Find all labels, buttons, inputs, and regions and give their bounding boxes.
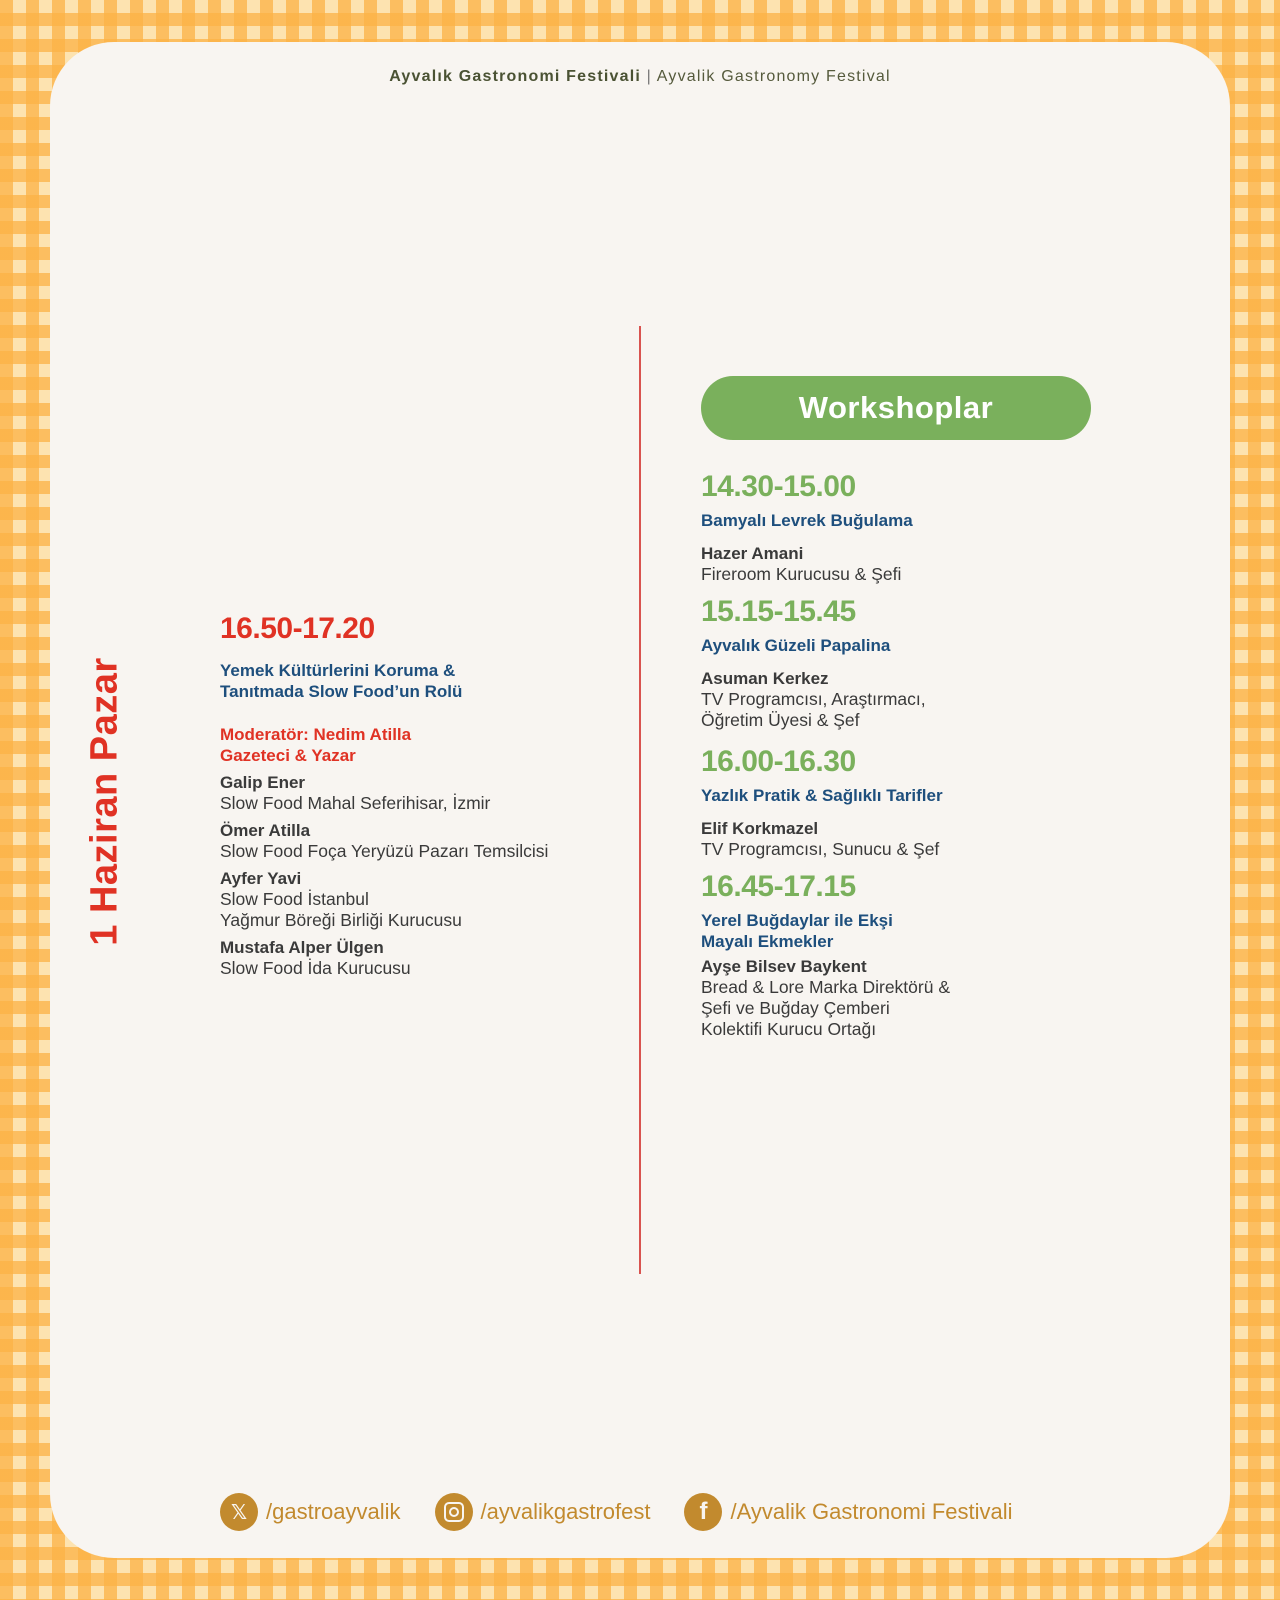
panel-title-line-2: Tanıtmada Slow Food’un Rolü: [220, 682, 463, 701]
speaker-name: Galip Ener: [220, 773, 306, 792]
day-label: 1 Haziran Pazar: [83, 657, 126, 946]
workshop-title-line: Yazlık Pratik & Sağlıklı Tarifler: [701, 786, 943, 805]
social-footer: [220, 1492, 1120, 1532]
festival-header: [50, 68, 1230, 86]
panel-time: 16.50-17.20: [220, 612, 375, 645]
chef-role: Bread & Lore Marka Direktörü &: [701, 977, 950, 997]
header-title-tr: Ayvalık Gastronomi Festivali: [389, 68, 642, 85]
workshop-session-list: [701, 470, 1121, 1040]
facebook-icon: f: [684, 1493, 722, 1531]
speaker-role: Slow Food İstanbul: [220, 889, 369, 909]
header-title-en: Ayvalik Gastronomy Festival: [656, 68, 891, 85]
workshop-title: [701, 510, 1121, 531]
workshop-time: 16.45-17.15: [701, 870, 856, 903]
speaker-role: Slow Food Mahal Seferihisar, İzmir: [220, 793, 491, 813]
workshop-title-line: Mayalı Ekmekler: [701, 932, 834, 951]
chef-role: Kolektifi Kurucu Ortağı: [701, 1019, 877, 1039]
chef-name: Ayşe Bilsev Baykent: [701, 957, 867, 976]
workshop-session: [701, 595, 1121, 731]
chef-name: Hazer Amani: [701, 544, 804, 563]
chef-role: Öğretim Üyesi & Şef: [701, 710, 860, 730]
chef-role: TV Programcısı, Sunucu & Şef: [701, 839, 940, 859]
moderator-line-1: Moderatör: Nedim Atilla: [220, 725, 412, 744]
workshop-title: [701, 635, 1121, 656]
panel-title-line-1: Yemek Kültürlerini Koruma &: [220, 661, 456, 680]
workshop-time: 15.15-15.45: [701, 595, 856, 628]
header-separator: |: [646, 68, 653, 85]
instagram-handle: /ayvalikgastrofest: [480, 1499, 651, 1524]
speaker-role: Yağmur Böreği Birliği Kurucusu: [220, 910, 462, 930]
speaker: [220, 868, 640, 931]
poster-card: [50, 42, 1230, 1558]
workshop-title-line: Ayvalık Güzeli Papalina: [701, 636, 891, 655]
speaker-name: Ömer Atilla: [220, 821, 311, 840]
instagram-icon: [435, 1493, 473, 1531]
workshop-title-line: Bamyalı Levrek Buğulama: [701, 511, 913, 530]
workshops-column: [701, 376, 1121, 1040]
chef-role: Şefi ve Buğday Çemberi: [701, 998, 890, 1018]
moderator-line-2: Gazeteci & Yazar: [220, 746, 356, 765]
workshop-title: [701, 910, 1121, 952]
panel-session: [220, 612, 640, 979]
speaker-role: Slow Food İda Kurucusu: [220, 958, 411, 978]
speaker-name: Mustafa Alper Ülgen: [220, 938, 384, 957]
chef-role: Fireroom Kurucusu & Şefi: [701, 564, 902, 584]
workshop-time: 14.30-15.00: [701, 470, 856, 503]
workshop-session: [701, 870, 1121, 1040]
facebook-link[interactable]: [684, 1493, 1012, 1531]
speaker: [220, 937, 640, 979]
chef-role: TV Programcısı, Araştırmacı,: [701, 689, 926, 709]
workshop-session: [701, 470, 1121, 585]
workshop-title-line: Yerel Buğdaylar ile Ekşi: [701, 911, 893, 930]
x-link[interactable]: [220, 1493, 401, 1531]
facebook-handle: /Ayvalik Gastronomi Festivali: [730, 1499, 1013, 1524]
speaker: [220, 820, 640, 862]
speaker-list: [220, 772, 640, 979]
speaker-role: Slow Food Foça Yeryüzü Pazarı Temsilcisi: [220, 841, 549, 861]
speaker: [220, 772, 640, 814]
workshops-heading: Workshoplar: [701, 376, 1091, 440]
workshop-session: [701, 745, 1121, 860]
x-handle: /gastroayvalik: [266, 1499, 401, 1524]
instagram-link[interactable]: [435, 1493, 651, 1531]
chef-name: Elif Korkmazel: [701, 819, 819, 838]
workshop-time: 16.00-16.30: [701, 745, 856, 778]
workshop-title: [701, 785, 1121, 806]
chef-name: Asuman Kerkez: [701, 669, 829, 688]
x-icon: 𝕏: [220, 1493, 258, 1531]
speaker-name: Ayfer Yavi: [220, 869, 302, 888]
